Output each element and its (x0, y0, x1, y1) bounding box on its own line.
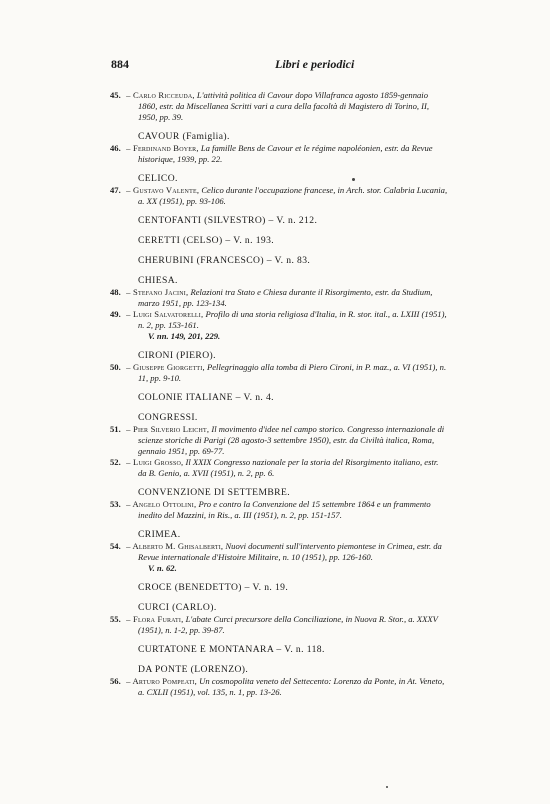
spacer (110, 404, 448, 412)
entry-number: 48. (110, 287, 121, 297)
cross-reference: V. nn. 149, 201, 229. (148, 331, 221, 341)
entry-author: – Stefano Jacini, (126, 287, 189, 297)
bibliography-entry (110, 541, 448, 563)
entry-text: Pellegrinaggio alla tomba di Piero Cironi, in P. maz., a. VI (1951), n. 11, pp. 9-10. (138, 362, 447, 383)
entry-text: Pro e contro la Convenzione del 15 settembre 1864 e un frammento inedito del Mazzini, in Ris., a. III (1951), n. 2, pp. 151-157. (138, 499, 431, 520)
entry-author: – Luigi Salvatorelli, (126, 309, 204, 319)
spacer (110, 656, 448, 664)
bibliography-entry (110, 424, 448, 457)
entry-text: Nuovi documenti sull'intervento piemontese in Crimea, estr. da Revue internationale d'Histoire Militaire, n. 10 (1951), pp. 126-160. (138, 541, 442, 562)
ink-mark (352, 178, 355, 181)
entry-author: – Angelo Ottolini, (126, 499, 197, 509)
bibliography-entry (110, 676, 448, 698)
spacer (110, 227, 448, 235)
entry-author: – Arturo Pompeati, (126, 676, 197, 686)
section-heading: CRIMEA. (138, 529, 181, 540)
entry-author: – Alberto M. Ghisalberti, (126, 541, 224, 551)
section-heading: CERETTI (CELSO) – V. n. 193. (138, 235, 275, 246)
section-heading: CAVOUR (Famiglia). (138, 131, 230, 142)
bibliography-entry (110, 362, 448, 384)
entry-number: 54. (110, 541, 121, 551)
spacer (110, 165, 448, 173)
bibliography-entry (110, 287, 448, 309)
entry-number: 52. (110, 457, 121, 467)
entry-author: – Carlo Ricceuda, (126, 90, 195, 100)
spacer (110, 574, 448, 582)
section-heading: COLONIE ITALIANE – V. n. 4. (138, 392, 274, 403)
entry-author: – Gustavo Valente, (126, 185, 200, 195)
spacer (110, 521, 448, 529)
entry-text: Il movimento d'idee nel campo storico. Congresso internazionale di scienze storiche di Parigi (28 agosto-3 settembre 1950), estr. da Civiltà italica, Roma, gennaio 1951, pp. 69-77. (138, 424, 445, 456)
bibliography-entry (110, 90, 448, 123)
spacer (110, 207, 448, 215)
section-heading: CROCE (BENEDETTO) – V. n. 19. (138, 582, 289, 593)
section-heading: CHERUBINI (FRANCESCO) – V. n. 83. (138, 255, 311, 266)
spacer (110, 479, 448, 487)
entry-number: 47. (110, 185, 121, 195)
ink-mark (386, 786, 388, 788)
entry-number: 50. (110, 362, 121, 372)
entry-text: La famille Bens de Cavour et le régime napoléonien, estr. da Revue historique, 1939, pp. 22. (138, 143, 433, 164)
page-header (111, 57, 441, 73)
entry-number: 49. (110, 309, 121, 319)
section-heading: CENTOFANTI (SILVESTRO) – V. n. 212. (138, 215, 318, 226)
bibliography-entry (110, 309, 448, 331)
page-number: 884 (111, 57, 129, 71)
cross-reference: V. n. 62. (148, 563, 177, 573)
bibliography-entry (110, 185, 448, 207)
entry-author: – Luigi Grosso, (126, 457, 184, 467)
entry-text: Il XXIX Congresso nazionale per la storia del Risorgimento italiano, estr. da B. Genio, a. XVII (1951), n. 2, pp. 6. (138, 457, 439, 478)
entry-author: – Pier Silverio Leicht, (126, 424, 210, 434)
bibliography-list (110, 90, 448, 698)
bibliography-entry (110, 457, 448, 479)
section-heading: CELICO. (138, 173, 178, 184)
entry-author: – Flora Furati, (126, 614, 184, 624)
section-heading: CHIESA. (138, 275, 178, 286)
spacer (110, 267, 448, 275)
entry-text: Profilo di una storia religiosa d'Italia, in R. stor. ital., a. LXIII (1951), n. 2, pp. 153-161. (138, 309, 447, 330)
bibliography-entry (110, 614, 448, 636)
entry-number: 46. (110, 143, 121, 153)
bibliography-entry (110, 143, 448, 165)
spacer (110, 247, 448, 255)
spacer (110, 594, 448, 602)
entry-text: Un cosmopolita veneto del Settecento: Lorenzo da Ponte, in At. Veneto, a. CXLII (1951), vol. 135, n. 1, pp. 13-26. (138, 676, 445, 697)
page-title: Libri e periodici (275, 57, 355, 71)
section-heading: CONVENZIONE DI SETTEMBRE. (138, 487, 291, 498)
entry-author: – Giuseppe Giorgetti, (126, 362, 205, 372)
spacer (110, 636, 448, 644)
entry-number: 51. (110, 424, 121, 434)
entry-number: 55. (110, 614, 121, 624)
entry-number: 45. (110, 90, 121, 100)
section-heading: CIRONI (PIERO). (138, 350, 216, 361)
section-heading: CURCI (CARLO). (138, 602, 217, 613)
entry-author: – Ferdinand Boyer, (126, 143, 199, 153)
entry-number: 56. (110, 676, 121, 686)
spacer (110, 342, 448, 350)
entry-text: L'attività politica di Cavour dopo Villafranca agosto 1859-gennaio 1860, estr. da Miscellanea Scritti vari a cura della facoltà di Magistero di Torino, II, 1950, pp. 39. (138, 90, 430, 122)
section-heading: CONGRESSI. (138, 412, 198, 423)
spacer (110, 384, 448, 392)
entry-text: L'abate Curci precursore della Conciliazione, in Nuova R. Stor., a. XXXV (1951), n. 1-2, pp. 39-87. (138, 614, 438, 635)
section-heading: DA PONTE (LORENZO). (138, 664, 249, 675)
entry-text: Relazioni tra Stato e Chiesa durante il Risorgimento, estr. da Studium, marzo 1951, pp. 123-134. (138, 287, 433, 308)
entry-number: 53. (110, 499, 121, 509)
section-heading: CURTATONE E MONTANARA – V. n. 118. (138, 644, 325, 655)
bibliography-entry (110, 499, 448, 521)
entry-text: Celico durante l'occupazione francese, in Arch. stor. Calabria Lucania, a. XX (1951), pp. 93-106. (138, 185, 448, 206)
spacer (110, 123, 448, 131)
